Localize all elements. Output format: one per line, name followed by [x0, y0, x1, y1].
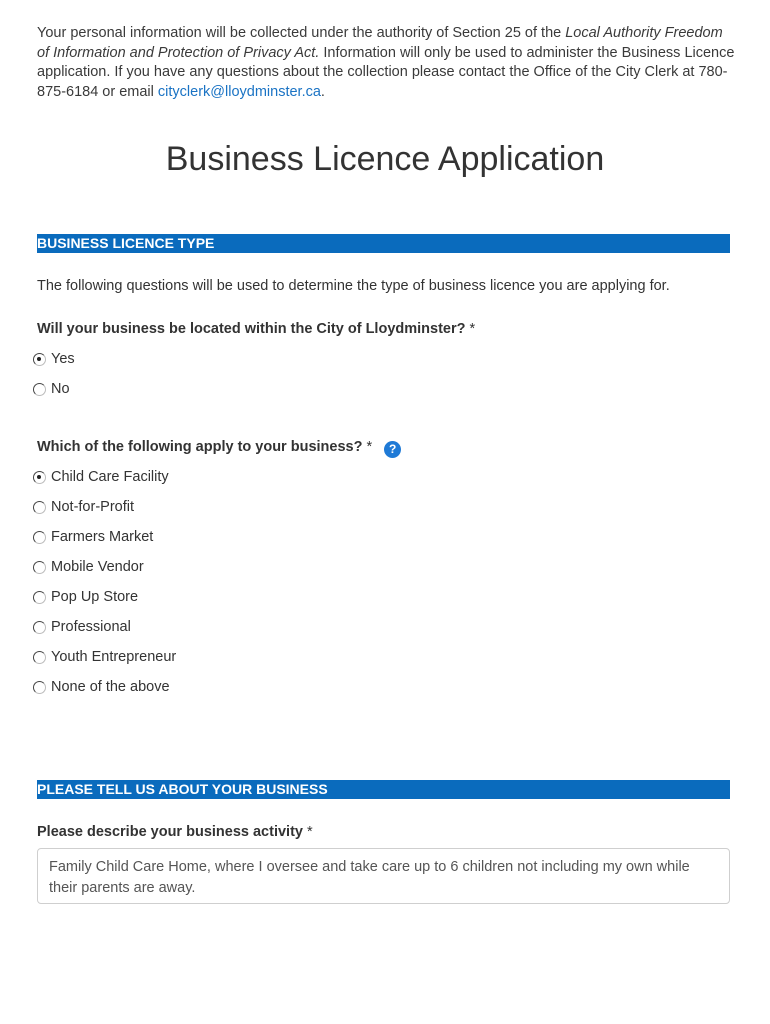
- radio-label: Youth Entrepreneur: [51, 649, 177, 665]
- required-mark: *: [469, 321, 476, 337]
- radio-option-not-for-profit[interactable]: [33, 497, 134, 517]
- question-label: Please describe your business activity: [37, 824, 303, 840]
- radio-button[interactable]: [33, 681, 46, 694]
- radio-label: Not-for-Profit: [51, 499, 134, 515]
- radio-button[interactable]: [33, 561, 46, 574]
- radio-button[interactable]: [33, 591, 46, 604]
- required-mark: *: [307, 824, 313, 840]
- radio-option-mobile-vendor[interactable]: [33, 557, 144, 577]
- radio-button[interactable]: [33, 531, 46, 544]
- question-business-applies: [37, 439, 401, 458]
- question-located-in-city: [37, 321, 475, 337]
- radio-button[interactable]: [33, 383, 46, 396]
- radio-label: Pop Up Store: [51, 589, 139, 605]
- privacy-text-2: Information will only be used to administer the Business Licence application. If you have any questions about the collection please contact the Office of the City Clerk at 780-875-6184 or email: [37, 44, 735, 100]
- section-intro: The following questions will be used to determine the type of business licence you are applying for.: [37, 278, 670, 294]
- radio-button[interactable]: [33, 501, 46, 514]
- privacy-end: .: [320, 83, 325, 100]
- business-activity-textarea[interactable]: Family Child Care Home, where I oversee and take care up to 6 children not including my own while their parents are away.: [37, 848, 730, 904]
- radio-option-farmers-market[interactable]: [33, 527, 153, 547]
- radio-option-none[interactable]: [33, 677, 170, 697]
- radio-label: None of the above: [51, 679, 170, 695]
- clerk-email-link[interactable]: cityclerk@lloydminster.ca: [157, 83, 321, 100]
- radio-label: Mobile Vendor: [51, 559, 144, 575]
- radio-button[interactable]: [33, 471, 46, 484]
- question-label: Which of the following apply to your business?: [37, 439, 363, 455]
- privacy-text-1: Your personal information will be collected under the authority of Section 25 of the: [37, 25, 566, 41]
- section-header-licence-type: BUSINESS LICENCE TYPE: [37, 234, 730, 253]
- radio-option-youth-entrepreneur[interactable]: [33, 647, 176, 667]
- radio-label: Farmers Market: [51, 529, 154, 545]
- radio-option-no[interactable]: [33, 379, 70, 399]
- privacy-act-name: Local Authority Freedom of Information and Protection of Privacy Act.: [37, 25, 723, 61]
- radio-option-professional[interactable]: [33, 617, 131, 637]
- privacy-notice: [37, 24, 737, 102]
- question-business-activity: [37, 824, 313, 840]
- radio-label: No: [51, 381, 70, 397]
- required-mark: *: [366, 439, 373, 455]
- page-title: Business Licence Application: [165, 140, 605, 178]
- radio-label: Child Care Facility: [51, 469, 169, 485]
- question-mark-icon[interactable]: ?: [384, 441, 401, 458]
- question-label: Will your business be located within the City of Lloydminster?: [37, 321, 466, 337]
- radio-label: Yes: [51, 351, 75, 367]
- radio-option-child-care[interactable]: [33, 467, 169, 487]
- section-header-about-business: PLEASE TELL US ABOUT YOUR BUSINESS: [37, 780, 730, 799]
- radio-option-yes[interactable]: [33, 349, 75, 369]
- radio-label: Professional: [51, 619, 131, 635]
- radio-button[interactable]: [33, 651, 46, 664]
- radio-option-pop-up-store[interactable]: [33, 587, 138, 607]
- radio-button[interactable]: [33, 353, 46, 366]
- radio-button[interactable]: [33, 621, 46, 634]
